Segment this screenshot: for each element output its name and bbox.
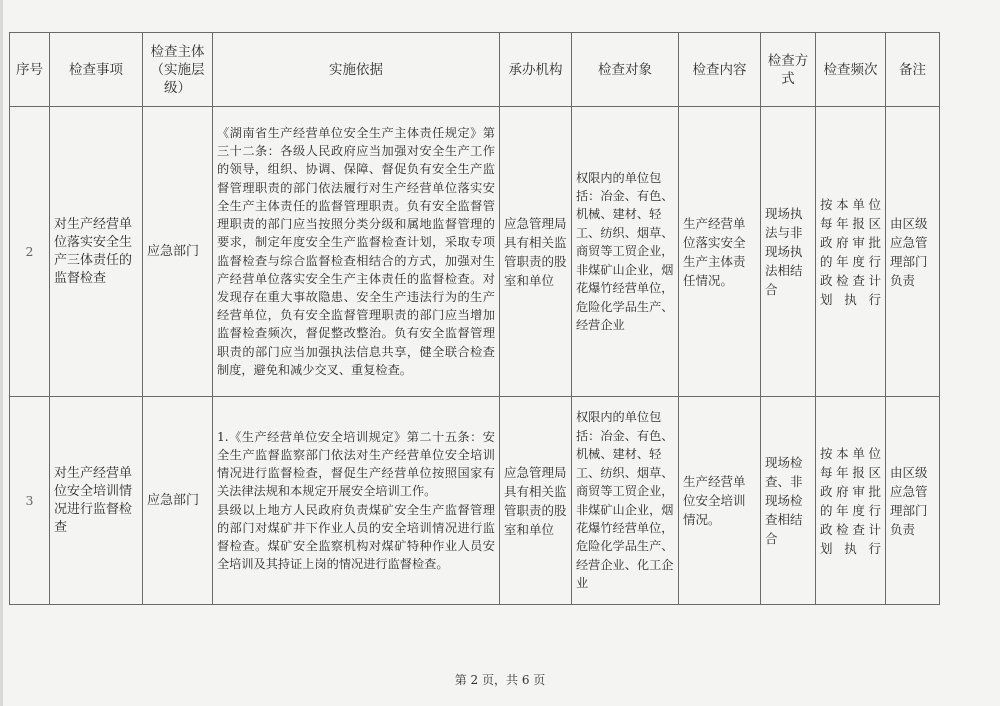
cell-target: 权限内的单位包括：冶金、有色、机械、建材、轻工、纺织、烟草、商贸等工贸企业，非煤矿山企业，烟花爆竹经营单位，危险化学品生产、经营企业 (572, 107, 679, 397)
cell-freq: 按本单位每年报区政府审批的年度行政检查计划执行 (816, 107, 886, 397)
header-basis: 实施依据 (213, 33, 500, 107)
cell-content: 生产经营单位安全培训情况。 (679, 397, 761, 605)
header-freq: 检查频次 (816, 33, 886, 107)
inspection-table (9, 32, 940, 605)
cell-method: 现场执法与非现场执法相结合 (761, 107, 816, 397)
cell-org: 应急管理局具有相关监管职责的股室和单位 (500, 397, 572, 605)
cell-content: 生产经营单位落实安全生产主体责任情况。 (679, 107, 761, 397)
header-seq: 序号 (10, 33, 50, 107)
cell-seq: 3 (10, 397, 50, 605)
cell-method: 现场检查、非现场检查相结合 (761, 397, 816, 605)
cell-seq: 2 (10, 107, 50, 397)
page-number: 第 2 页，共 6 页 (454, 673, 546, 687)
cell-basis: 《湖南省生产经营单位安全生产主体责任规定》第三十二条：各级人民政府应当加强对安全生产工作的领导，组织、协调、保障、督促负有安全生产监督管理职责的部门依法履行对生产经营单位落实安全生产主体责任的监督管理职责。负有安全监督管理职责的部门应当按照分类分级和属地监督管理的要求，制定年度安全生产监督检查计划，采取专项监督检查与综合监督检查相结合的方式，加强对生产经营单位落实安全生产主体责任的监督检查。对发现存在重大事故隐患、安全生产违法行为的生产经营单位，负有安全监督管理职责的部门应当增加监督检查频次，督促整改整治。负有安全监督管理职责的部门应当加强执法信息共享，健全联合检查制度，避免和减少交叉、重复检查。 (213, 107, 500, 397)
header-item: 检查事项 (50, 33, 143, 107)
cell-freq: 按本单位每年报区政府审批的年度行政检查计划执行 (816, 397, 886, 605)
header-content: 检查内容 (679, 33, 761, 107)
cell-org: 应急管理局具有相关监管职责的股室和单位 (500, 107, 572, 397)
table-row (10, 397, 940, 605)
header-subject: 检查主体（实施层级） (143, 33, 213, 107)
header-note: 备注 (886, 33, 940, 107)
page-edge (0, 0, 3, 706)
cell-subject: 应急部门 (143, 107, 213, 397)
cell-note: 由区级应急管理部门负责 (886, 397, 940, 605)
cell-note: 由区级应急管理部门负责 (886, 107, 940, 397)
header-method: 检查方式 (761, 33, 816, 107)
cell-subject: 应急部门 (143, 397, 213, 605)
table-row (10, 107, 940, 397)
cell-target: 权限内的单位包括：冶金、有色、机械、建材、轻工、纺织、烟草、商贸等工贸企业，非煤矿山企业，烟花爆竹经营单位，危险化学品生产、经营企业、化工企业 (572, 397, 679, 605)
header-row (10, 33, 940, 107)
cell-item: 对生产经营单位安全培训情况进行监督检查 (50, 397, 143, 605)
cell-basis: 1.《生产经营单位安全培训规定》第二十五条：安全生产监督监察部门依法对生产经营单位安全培训情况进行监督检查，督促生产经营单位按照国家有关法律法规和本规定开展安全培训工作。 县级以上地方人民政府负责煤矿安全生产监督管理的部门对煤矿井下作业人员的安全培训情况进行监督检查。煤矿安全监察机构对煤矿特种作业人员安全培训及其持证上岗的情况进行监督检查。 (213, 397, 500, 605)
header-org: 承办机构 (500, 33, 572, 107)
header-target: 检查对象 (572, 33, 679, 107)
cell-item: 对生产经营单位落实安全生产三体责任的监督检查 (50, 107, 143, 397)
